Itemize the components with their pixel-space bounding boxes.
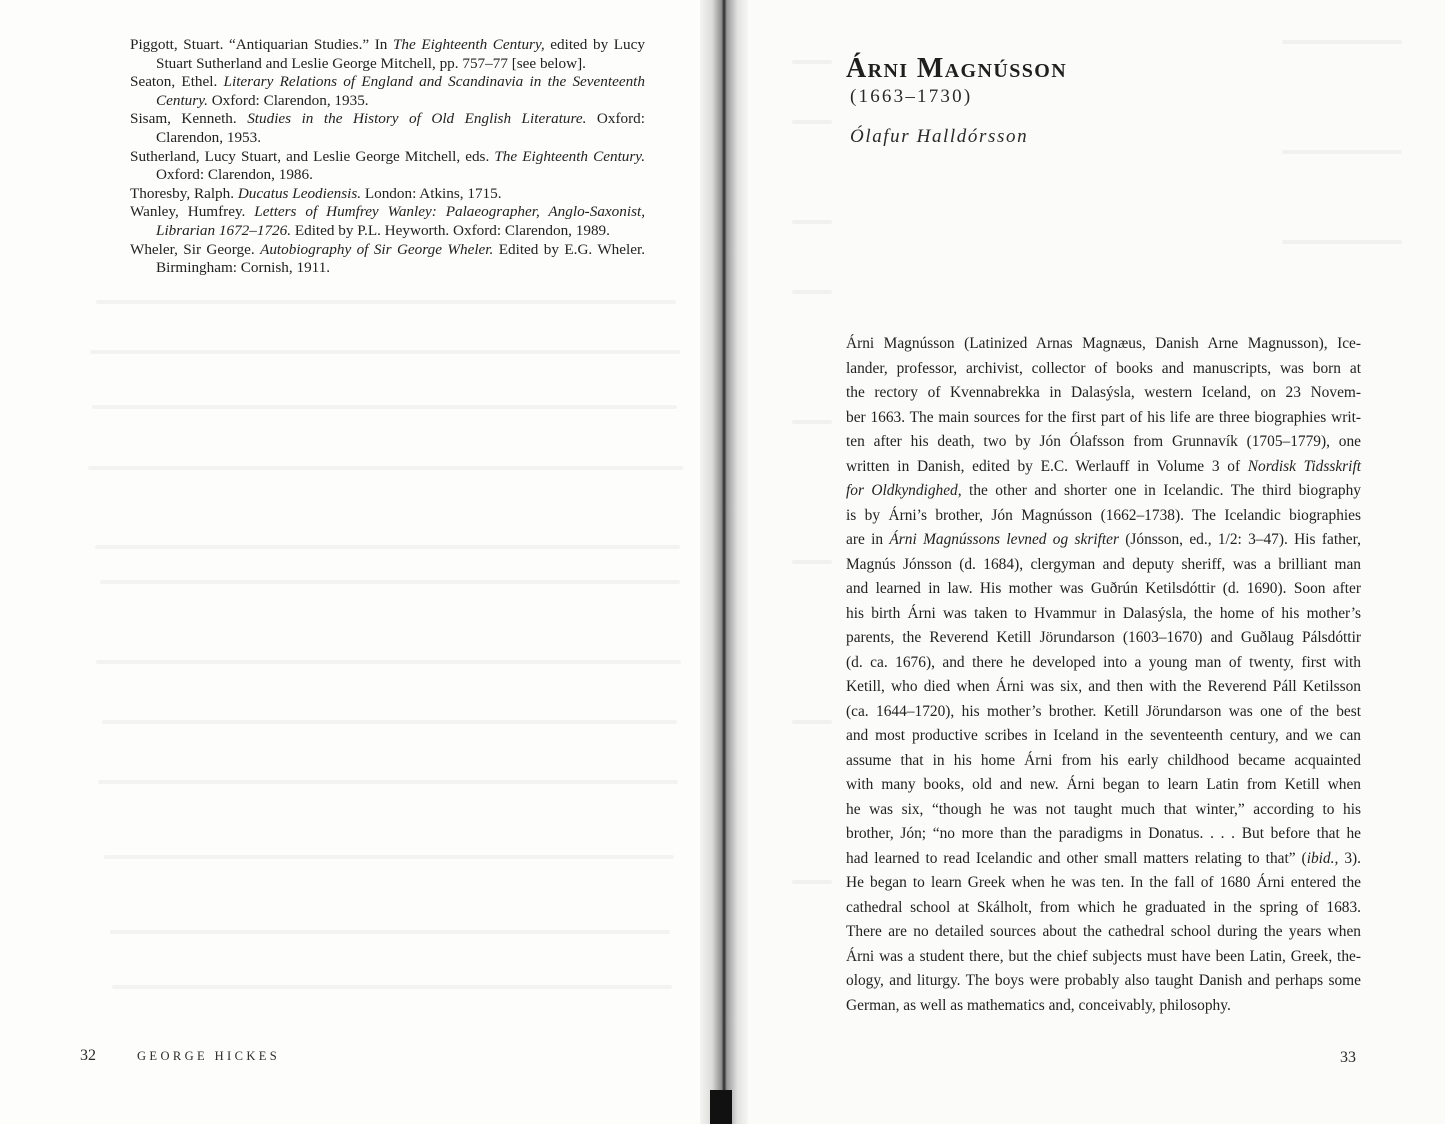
entry-title: Literary Relations of England and Scandinavia in the Seventeenth Century. (156, 73, 645, 109)
body-text-run: the rectory of Kvennabrekka in Dalasýsla, western Iceland, on 23 Novem- (846, 384, 1361, 401)
body-text-run: Magnús Jónsson (d. 1684), clergyman and deputy sheriff, was a brilliant man (846, 555, 1361, 573)
body-line (846, 332, 1361, 357)
body-text-run: German, as well as mathematics and, conceivably, philosophy. (846, 996, 1231, 1014)
body-text-run: is by Árni’s brother, Jón Magnússon (1662–1738). The Icelandic biographies (846, 506, 1361, 524)
body-text-run: and most productive scribes in Iceland in the seventeenth century, and we can (846, 727, 1361, 744)
page-number-left: 32 (80, 1047, 96, 1064)
italic-title: ibid., (1306, 849, 1339, 867)
body-text-run: he was six, “though he was not taught much that winter,” according to his (846, 800, 1361, 818)
entry-author: Sisam, Kenneth. (130, 110, 248, 128)
body-line (846, 577, 1361, 602)
body-line (846, 945, 1361, 970)
running-head: GEORGE HICKES (137, 1049, 281, 1063)
entry-author: Seaton, Ethel. (130, 73, 224, 91)
italic-title: for Oldkyndighed, (846, 482, 962, 499)
body-line (846, 920, 1361, 945)
article-dates: (1663–1730) (850, 86, 973, 107)
body-line (846, 602, 1361, 627)
body-text-run: his birth Árni was taken to Hvammur in Dalasýsla, the home of his mother’s (846, 604, 1361, 622)
body-text-run: written in Danish, edited by E.C. Werlauff in Volume 3 of (846, 457, 1248, 475)
entry-publication: Edited by P.L. Heyworth. Oxford: Clarendon, 1989. (291, 221, 610, 239)
body-text-run: ology, and liturgy. The boys were probably also taught Danish and perhaps some (846, 972, 1361, 989)
body-text-run: He began to learn Greek when he was ten. In the fall of 1680 Árni entered the (846, 874, 1361, 891)
bibliography-entry (130, 148, 645, 185)
body-line (846, 381, 1361, 406)
body-text-run: the other and shorter one in Icelandic. The third biography (961, 482, 1361, 499)
body-line (846, 798, 1361, 823)
body-text-run: There are no detailed sources about the cathedral school during the years when (846, 923, 1361, 940)
body-line (846, 822, 1361, 847)
body-text-run: and learned in law. His mother was Guðrún Ketilsdóttir (d. 1690). Soon after (846, 580, 1361, 597)
article-title: Árni Magnússon (846, 52, 1068, 84)
body-line (846, 724, 1361, 749)
bibliography-entry (130, 73, 645, 110)
body-text-run: are in (846, 531, 890, 548)
body-line (846, 553, 1361, 578)
body-text-run: ten after his death, two by Jón Ólafsson from Grunnavík (1705–1779), one (846, 433, 1361, 450)
body-line (846, 455, 1361, 480)
body-line (846, 504, 1361, 529)
body-text-run: (ca. 1644–1720), his mother’s brother. Ketill Jörundarson was one of the best (846, 702, 1361, 720)
body-text-run: lander, professor, archivist, collector of books and manuscripts, was born at (846, 359, 1361, 377)
entry-title: The Eighteenth Century. (494, 147, 645, 165)
bibliography-entry (130, 203, 645, 240)
body-text-run: parents, the Reverend Ketill Jörundarson (1603–1670) and Guðlaug Pálsdóttir (846, 629, 1361, 646)
entry-title: The Eighteenth Century, (392, 36, 545, 53)
article-author: Ólafur Halldórsson (850, 126, 1029, 147)
body-text-run: ber 1663. The main sources for the first part of his life are three biographies writ- (846, 408, 1361, 426)
body-line (846, 430, 1361, 455)
body-line (846, 479, 1361, 504)
entry-title: Studies in the History of Old English Literature. (247, 110, 587, 128)
entry-publication: Oxford: Clarendon, 1986. (156, 166, 313, 184)
gutter-shadow (710, 1090, 732, 1124)
bibliography-entry (130, 241, 645, 278)
body-text-run: (Jónsson, ed., 1/2: 3–47). His father, (1118, 531, 1361, 548)
bibliography-list (130, 36, 645, 278)
body-text-run: cathedral school at Skálholt, from which he graduated in the spring of 1683. (846, 898, 1361, 916)
body-line (846, 871, 1361, 896)
bibliography-entry (130, 36, 645, 73)
body-line (846, 994, 1361, 1019)
body-line (846, 406, 1361, 431)
body-text-run: had learned to read Icelandic and other small matters relating to that” ( (846, 849, 1307, 867)
body-text-run: 3). (1338, 849, 1361, 867)
entry-publication: Edited by E.G. Wheler. Birmingham: Cornish, 1911. (156, 240, 645, 277)
article-body (846, 332, 1361, 1018)
body-line (846, 357, 1361, 382)
body-line (846, 700, 1361, 725)
entry-author: Sutherland, Lucy Stuart, and Leslie George Mitchell, eds. (130, 147, 495, 165)
body-line (846, 626, 1361, 651)
left-page (0, 0, 712, 1124)
body-line (846, 969, 1361, 994)
entry-publication: Oxford: Clarendon, 1953. (156, 110, 645, 146)
body-line (846, 675, 1361, 700)
body-text-run: assume that in his home Árni from his early childhood became acquainted (846, 751, 1361, 769)
body-line (846, 749, 1361, 774)
bibliography-entry (130, 110, 645, 147)
entry-author: Wheler, Sir George. (130, 240, 261, 258)
entry-author: Piggott, Stuart. “Antiquarian Studies.” In (130, 36, 393, 53)
bibliography-entry (130, 185, 645, 204)
entry-title: Autobiography of Sir George Wheler. (260, 240, 494, 258)
entry-publication: edited by Lucy Stuart Sutherland and Leslie George Mitchell, pp. 757–77 [see below]. (156, 36, 645, 72)
body-line (846, 651, 1361, 676)
body-line (846, 773, 1361, 798)
body-line (846, 528, 1361, 553)
italic-title: Árni Magnússons levned og skrifter (889, 531, 1119, 548)
page-number-right: 33 (1340, 1049, 1356, 1066)
entry-title: Letters of Humfrey Wanley: Palaeographer, Anglo-Saxonist, Librarian 1672–1726. (156, 203, 645, 239)
body-text-run: Árni Magnússon (Latinized Arnas Magnæus, Danish Arne Magnusson), Ice- (846, 335, 1361, 352)
body-text-run: (d. ca. 1676), and there he developed into a young man of twenty, first with (846, 653, 1361, 671)
book-gutter (700, 0, 748, 1124)
entry-author: Wanley, Humfrey. (130, 203, 255, 221)
entry-publication: Oxford: Clarendon, 1935. (207, 91, 369, 109)
entry-publication: London: Atkins, 1715. (361, 184, 502, 202)
body-text-run: brother, Jón; “no more than the paradigms in Donatus. . . . But before that he (846, 825, 1361, 842)
body-text-run: Ketill, who died when Árni was six, and then with the Reverend Páll Ketilsson (846, 678, 1361, 695)
body-line (846, 896, 1361, 921)
body-line (846, 847, 1361, 872)
body-text-run: Árni was a student there, but the chief subjects must have been Latin, Greek, the- (846, 947, 1361, 965)
body-text-run: with many books, old and new. Árni began to learn Latin from Ketill when (846, 776, 1361, 793)
entry-title: Ducatus Leodiensis. (237, 184, 362, 202)
italic-title: Nordisk Tidsskrift (1247, 457, 1361, 475)
entry-author: Thoresby, Ralph. (130, 184, 238, 202)
